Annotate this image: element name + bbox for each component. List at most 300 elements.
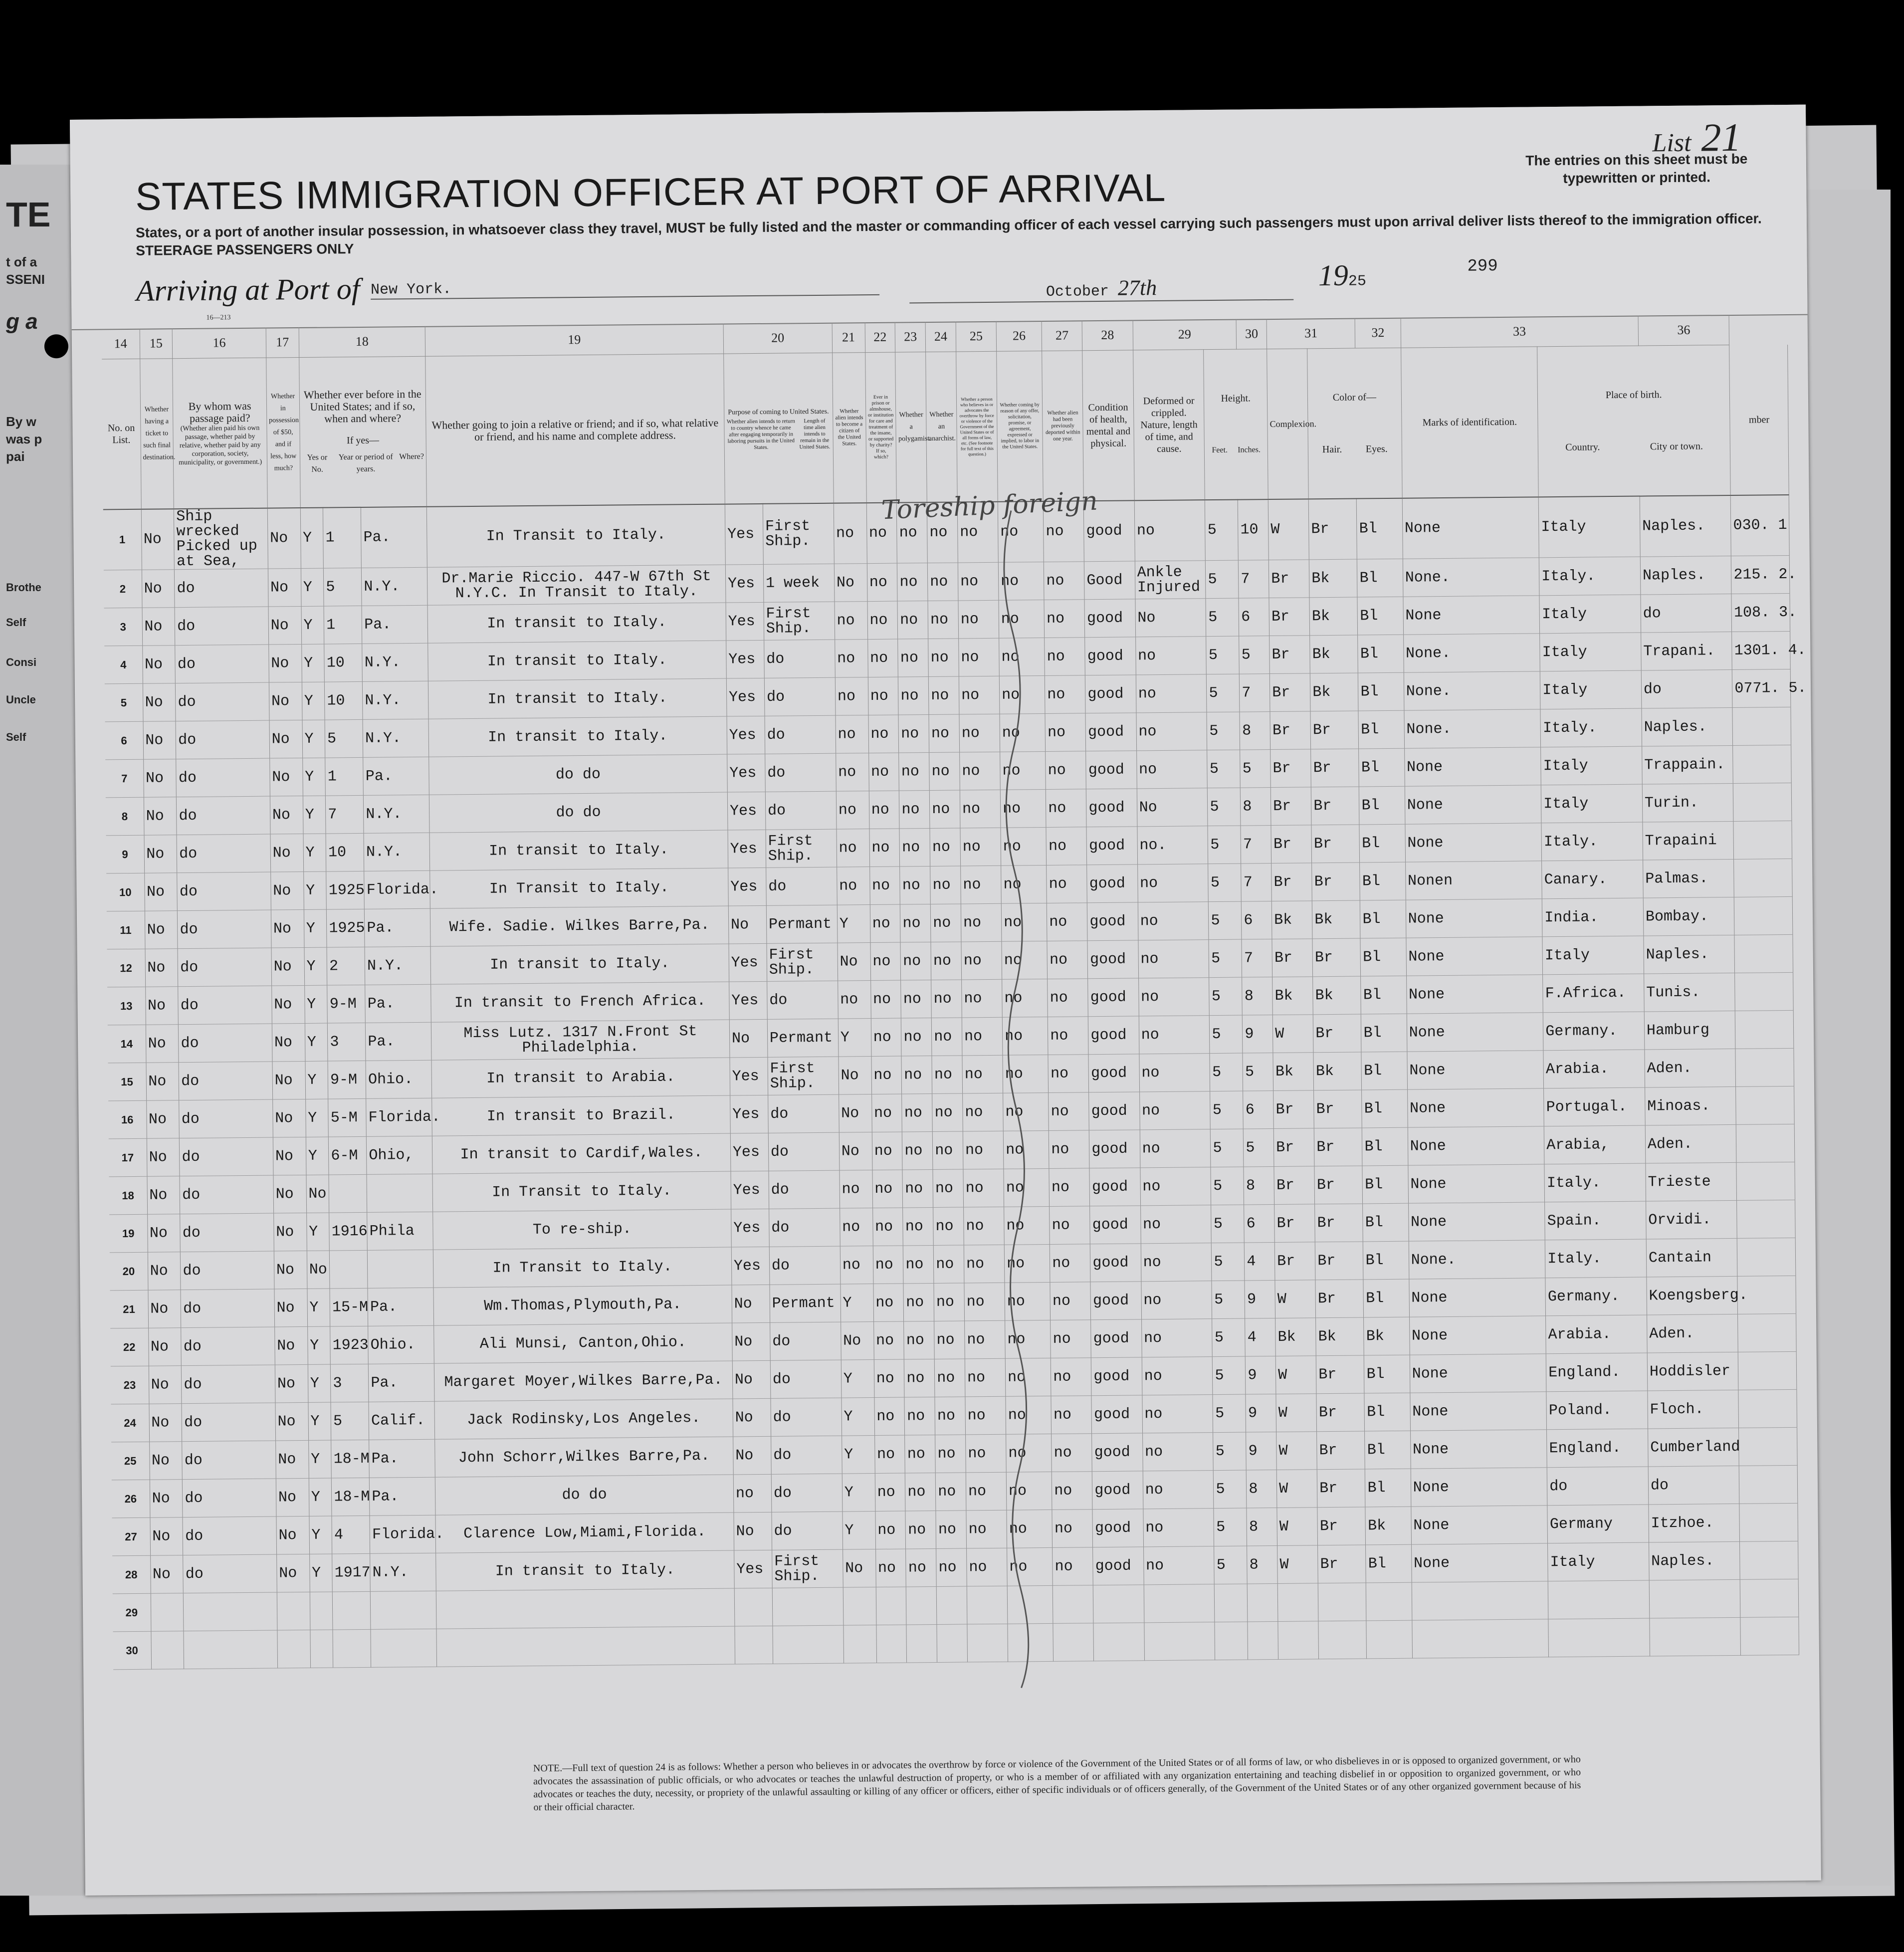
cell-anarchist: no [930,828,960,867]
cell-deported: no [1050,1282,1091,1320]
cell-return-intent: Yes [731,1209,769,1247]
cell-joining: In transit to Italy. [436,1550,734,1591]
cell-country: Italy [1539,595,1641,634]
cell-hair: Br [1317,1507,1366,1545]
cell-height-feet: 5 [1212,1281,1245,1319]
manifest-sheet [70,105,1821,1896]
cell-joining: Margaret Moyer,Wilkes Barre,Pa. [434,1361,732,1401]
cell-been-in-us: Y [302,682,325,720]
cell-fifty-dollars: No [272,1061,306,1099]
cell-condition: good [1091,1357,1142,1396]
cell-prison: no [868,677,898,715]
cell-country: Arabia, [1544,1125,1645,1164]
cell-ticket: No [149,1366,182,1404]
header-fifty: Whether in possession of $50, and if less, how much? [266,358,300,508]
cell-length-of-stay: First Ship. [763,503,834,565]
cell-passage-paid: do [182,1365,275,1404]
cell-length-of-stay [773,1625,844,1664]
cell-height-inches: 9 [1246,1394,1276,1432]
cell-city: Naples. [1644,935,1735,974]
cell-side-number [1734,934,1793,973]
cell-citizen-intent: no [836,791,869,830]
cell-polygamist: no [900,942,931,980]
cell-overthrow: no [958,562,999,601]
cell-fifty-dollars: No [269,720,303,758]
cell-deported: no [1048,1055,1089,1093]
cell-length-of-stay: Permant [767,1019,839,1057]
cell-deformed: no [1142,1357,1213,1395]
cell-joining: In Transit to Italy. [432,1171,731,1212]
cell-side-number [1735,1010,1794,1049]
cell-city: do [1648,1466,1739,1505]
cell-hair: Br [1313,1014,1361,1053]
cell-fifty-dollars: No [276,1554,310,1592]
cell-prison: no [870,904,900,943]
cell-side-number [1739,1427,1797,1466]
cell-length-of-stay: do [764,677,836,716]
cell-city: Trappain. [1642,745,1733,784]
cell-deported: no [1047,941,1088,979]
cell-anarchist [936,1586,967,1625]
cell-hair: Br [1314,1090,1362,1128]
cell-marks: None [1407,1013,1543,1052]
cell-condition: good [1088,978,1139,1017]
cell-anarchist: no [934,1283,964,1321]
cell-joining [436,1626,735,1667]
cell-ticket: No [148,1328,182,1366]
cell-city: Tunis. [1644,973,1735,1012]
cell-condition: good [1085,713,1136,751]
cell-deformed [1144,1584,1215,1623]
header-anarchist: Whether an anarchist. [926,352,957,502]
cell-been-in-us: Y [305,1099,328,1137]
cell-been-in-us: Y [305,1023,328,1061]
cell-deported: no [1050,1206,1090,1245]
cell-eyes: Bl [1364,1355,1410,1393]
cell-polygamist: no [904,1397,935,1435]
cell-return-intent: No [734,1512,772,1550]
cell-marks: None [1407,1088,1544,1127]
cell-years: 1917 [332,1553,371,1592]
cell-deported: no [1045,713,1086,752]
cell-deformed: no [1141,1281,1213,1319]
cell-anarchist: no [928,563,958,601]
cell-marks: None [1408,1164,1545,1203]
cell-fifty-dollars: No [269,682,302,720]
cell-polygamist: no [901,980,931,1018]
cell-height-inches: 5 [1244,1129,1274,1167]
cell-height-feet: 5 [1206,598,1239,637]
cell-country: Poland. [1546,1391,1648,1430]
cell-passage-paid: do [178,986,272,1025]
cell-no-on-list: 19 [109,1214,148,1253]
cell-citizen-intent: No [834,564,867,602]
cell-joining: In transit to Brazil. [432,1095,730,1136]
cell-citizen-intent: no [835,640,868,678]
cell-ticket: No [143,721,177,760]
cell-contract: no [999,675,1045,714]
cell-polygamist: no [899,753,929,791]
cell-prison: no [874,1435,905,1474]
cell-anarchist: no [934,1321,965,1359]
cell-been-in-us: Y [309,1554,332,1592]
cell-polygamist: no [900,867,930,905]
cell-complexion: W [1277,1545,1318,1584]
cell-joining: In transit to French Africa. [431,982,729,1022]
cell-years: 1925 [326,871,365,909]
cell-eyes: Bl [1357,597,1403,635]
cell-contract: no [1000,789,1046,828]
cell-return-intent [734,1588,773,1626]
cell-deported: no [1047,903,1088,941]
cell-years: 1 [325,757,364,796]
cell-condition: good [1092,1509,1143,1547]
cell-deformed: no [1137,864,1209,902]
cell-citizen-intent: no [837,829,870,868]
cell-height-inches: 9 [1245,1281,1275,1319]
cell-overthrow: no [966,1434,1007,1473]
cell-eyes: Bl [1362,1089,1408,1128]
cell-deported: no [1052,1472,1092,1510]
cell-deported: no [1046,827,1087,866]
cell-hair: Br [1312,863,1360,901]
cell-prison: no [873,1321,904,1360]
cell-citizen-intent [843,1587,876,1626]
cell-height-inches: 8 [1242,977,1272,1016]
cell-polygamist: no [899,829,930,867]
cell-ticket: No [143,683,176,722]
cell-eyes [1366,1582,1412,1621]
cell-eyes: Bl [1360,900,1406,938]
cell-joining: Dr.Marie Riccio. 447-W 67th St N.Y.C. In Transit to Italy. [427,565,725,605]
cell-ticket: No [144,797,177,836]
cell-passage-paid [184,1630,277,1669]
cell-height-inches: 7 [1241,864,1271,902]
cell-eyes [1366,1620,1412,1659]
cell-where [367,1174,432,1212]
cell-prison: no [874,1359,904,1398]
cell-complexion: W [1276,1470,1317,1508]
cell-where: Ohio. [368,1325,434,1364]
cell-no-on-list: 5 [105,683,143,722]
cell-deported: no [1046,751,1086,790]
cell-no-on-list: 22 [110,1328,149,1366]
cell-deported: no [1052,1510,1093,1548]
cell-years [333,1629,371,1668]
cell-height-feet: 5 [1210,1053,1243,1091]
cell-country: Italy. [1544,1163,1646,1202]
cell-complexion: Br [1271,863,1312,901]
cell-overthrow: no [957,502,998,563]
cell-marks: None. [1403,558,1539,597]
cell-deformed: no [1141,1243,1212,1282]
cell-contract: no [1003,1055,1049,1093]
cell-passage-paid: Ship wrecked Picked up at Sea, [174,508,268,570]
cell-years: 18-M [332,1478,370,1516]
cell-condition: good [1084,599,1135,638]
cell-country: Italy. [1545,1239,1646,1278]
cell-fifty-dollars: No [274,1251,307,1289]
year-field: 1925 [1318,258,1367,292]
cell-deformed: no [1143,1509,1215,1547]
cell-hair: Br [1315,1280,1364,1318]
cell-height-inches: 7 [1241,826,1271,864]
cell-complexion: W [1276,1394,1317,1432]
cell-height-feet: 5 [1211,1167,1244,1205]
cell-anarchist: no [934,1359,965,1397]
cell-return-intent: no [733,1474,772,1513]
page-title: STATES IMMIGRATION OFFICER AT PORT OF ARRIVAL [135,165,1166,218]
cell-anarchist: no [935,1397,965,1435]
cell-deported: no [1052,1434,1092,1472]
cell-no-on-list: 18 [109,1176,147,1215]
cell-return-intent: No [732,1360,771,1399]
cell-where: N.Y. [364,795,429,833]
cell-return-intent: Yes [726,640,765,678]
cell-height-feet: 5 [1213,1356,1246,1395]
cell-years: 5 [324,568,362,606]
typewritten-note: The entries on this sheet must be typewritten or printed. [1525,151,1748,186]
cell-condition: good [1087,940,1138,979]
cell-complexion: W [1277,1508,1318,1546]
cell-side-number: 1301. 4. [1732,631,1790,669]
cell-polygamist: no [903,1207,933,1246]
cell-country: Germany. [1543,1012,1644,1051]
cell-been-in-us: Y [304,909,327,947]
cell-prison: no [875,1549,906,1587]
cell-passage-paid: do [180,1175,273,1214]
cell-marks: None [1411,1506,1548,1544]
left-fragment: t of a [6,254,37,269]
left-fragment: SSENI [6,272,45,287]
cell-length-of-stay: do [766,867,838,905]
cell-marks: None [1403,596,1540,635]
cell-length-of-stay: do [765,791,837,830]
header-complexion: Complexion. [1267,349,1309,499]
cell-years: 15-M [330,1288,368,1326]
cell-height-inches: 8 [1241,788,1271,826]
cell-where: Pa. [370,1477,435,1516]
cell-citizen-intent: Y [838,1019,871,1057]
cell-years: 3 [331,1364,369,1402]
cell-country: England. [1546,1353,1647,1392]
cell-side-number [1733,821,1792,859]
cell-been-in-us: Y [305,1061,328,1099]
cell-marks [1412,1619,1549,1658]
cell-where [371,1591,436,1629]
cell-marks: None [1402,497,1539,559]
cell-polygamist: no [899,791,930,829]
cell-fifty-dollars: No [273,1213,307,1251]
cell-where: Florida. [366,1098,432,1136]
cell-prison [876,1625,906,1663]
cell-hair: Bk [1309,597,1358,636]
cell-been-in-us: Y [303,796,326,834]
cell-overthrow: no [959,714,1000,752]
cell-length-of-stay: do [771,1474,843,1512]
cell-eyes: Bl [1366,1544,1412,1583]
cell-overthrow: no [966,1472,1007,1511]
cell-ticket: No [150,1518,183,1556]
cell-been-in-us: Y [302,720,325,758]
cell-no-on-list: 26 [112,1480,150,1518]
left-fragment: Consi [6,656,37,668]
cell-ticket: No [147,1176,180,1215]
cell-side-number [1739,1503,1798,1541]
cell-hair: Bk [1310,673,1358,711]
cell-height-inches: 10 [1238,499,1269,560]
cell-country: Portugal. [1544,1087,1645,1126]
cell-side-number: 030. 1 [1730,495,1789,556]
cell-marks: None [1410,1392,1547,1431]
cell-anarchist: no [932,1056,962,1094]
cell-condition: good [1093,1547,1144,1585]
cell-marks: None [1410,1354,1546,1393]
cell-height-inches: 7 [1242,939,1272,978]
cell-height-feet: 5 [1213,1432,1247,1471]
cell-marks: None [1409,1278,1546,1317]
cell-prison: no [871,1018,901,1057]
cell-prison: no [873,1284,904,1322]
cell-overthrow: no [964,1207,1005,1245]
cell-height-inches [1248,1583,1278,1622]
cell-joining: do do [429,754,727,795]
cell-side-number [1740,1541,1798,1579]
cell-marks: None [1409,1316,1546,1355]
header-number: mber [1729,344,1789,495]
cell-condition: Good [1084,561,1135,600]
cell-length-of-stay: 1 week [763,564,835,602]
cell-anarchist: no [930,904,961,942]
cell-side-number [1733,783,1792,821]
cell-country: India. [1542,898,1643,937]
cell-overthrow: no [959,638,1000,676]
cell-citizen-intent: no [840,1246,873,1285]
cell-citizen-intent: Y [837,905,870,943]
cell-where: N.Y. [365,946,430,985]
cell-where: Phila [367,1212,433,1250]
cell-years: 3 [328,1023,366,1061]
cell-country: Italy [1541,746,1642,785]
cell-city: Turin. [1642,783,1733,822]
cell-been-in-us: Y [301,606,324,644]
cell-passage-paid: do [175,645,269,683]
cell-deformed: no [1135,637,1207,675]
cell-eyes: Bk [1364,1317,1410,1355]
cell-condition: good [1086,827,1137,865]
cell-complexion: Bk [1273,1053,1314,1091]
cell-polygamist: no [898,639,928,677]
cell-condition: good [1089,1168,1140,1206]
cell-city: Naples. [1640,556,1731,595]
cell-height-feet: 5 [1209,901,1242,940]
cell-city: do [1641,594,1732,633]
cell-contract: no [998,501,1044,562]
cell-been-in-us: Y [308,1440,331,1478]
cell-marks: None. [1409,1240,1545,1279]
cell-joining: Clarence Low,Miami,Florida. [435,1513,734,1553]
cell-country: Italy [1540,670,1642,709]
cell-complexion: Bk [1275,1318,1316,1356]
cell-been-in-us: Y [309,1478,332,1516]
cell-years: 18-M [331,1440,370,1478]
cell-been-in-us: Y [304,985,327,1023]
cell-return-intent: Yes [729,981,768,1020]
cell-ticket: No [147,1138,180,1177]
cell-citizen-intent: No [839,1057,872,1095]
cell-anarchist: no [929,790,960,829]
cell-contract: no [1001,903,1047,941]
instructions: States, or a port of another insular possession, in whatsoever class they travel, MUST be fully listed and the master or commanding officer of each vessel carrying such passengers must upon arrival deliver lists thereof to the immigration officer. STEERAGE PASSENGERS ONLY [135,211,1762,258]
cell-deformed: no [1138,940,1210,978]
cell-condition: good [1091,1395,1142,1434]
cell-hair: Br [1314,1128,1362,1166]
list-number: 21 [1701,115,1741,160]
cell-fifty-dollars: No [269,644,302,682]
cell-years: 10 [324,644,363,682]
cell-deported: no [1051,1396,1092,1434]
cell-no-on-list: 29 [113,1593,151,1632]
cell-polygamist: no [901,1056,932,1094]
cell-hair: Br [1310,711,1359,749]
cell-contract: no [1001,865,1047,903]
cell-complexion [1277,1583,1318,1622]
cell-ticket: No [144,835,178,873]
cell-length-of-stay: First Ship. [764,602,835,640]
cell-ticket: No [143,759,177,798]
cell-hair: Br [1311,787,1359,825]
cell-city: Koengsberg. [1647,1276,1738,1315]
cell-height-inches: 8 [1247,1508,1277,1546]
cell-deported [1053,1585,1093,1624]
cell-side-number [1734,896,1793,935]
cell-fifty-dollars: No [275,1402,309,1441]
cell-hair: Br [1317,1469,1365,1508]
cell-city: Trapani. [1641,632,1732,670]
cell-prison: no [868,715,899,753]
cell-passage-paid: do [183,1517,276,1555]
cell-deported: no [1048,979,1088,1017]
cell-passage-paid: do [182,1403,275,1442]
cell-hair [1318,1621,1367,1659]
cell-anarchist: no [933,1245,964,1284]
cell-hair: Br [1314,1166,1363,1204]
cell-complexion: Br [1269,598,1310,636]
cell-condition: good [1086,789,1137,827]
cell-return-intent: Yes [727,792,766,830]
cell-return-intent: Yes [730,1095,768,1133]
cell-ticket: No [150,1480,183,1518]
cell-return-intent: No [732,1285,770,1323]
cell-eyes: Bl [1359,824,1405,863]
cell-prison: no [870,980,901,1019]
cell-city: Naples. [1640,495,1731,557]
cell-prison: no [874,1397,905,1436]
cell-been-in-us: Y [307,1326,330,1364]
cell-overthrow: no [965,1320,1006,1359]
cell-height-feet: 5 [1211,1205,1245,1243]
cell-height-feet: 5 [1209,977,1243,1016]
cell-hair: Bk [1313,1052,1362,1090]
cell-citizen-intent: no [840,1170,873,1209]
cell-height-inches: 7 [1239,560,1269,599]
cell-prison: no [875,1473,905,1512]
cell-eyes: Bl [1363,1279,1409,1317]
cell-citizen-intent: No [839,1094,872,1133]
cell-length-of-stay: do [764,640,836,678]
cell-return-intent: Yes [731,1247,770,1285]
cell-prison: no [870,942,901,981]
